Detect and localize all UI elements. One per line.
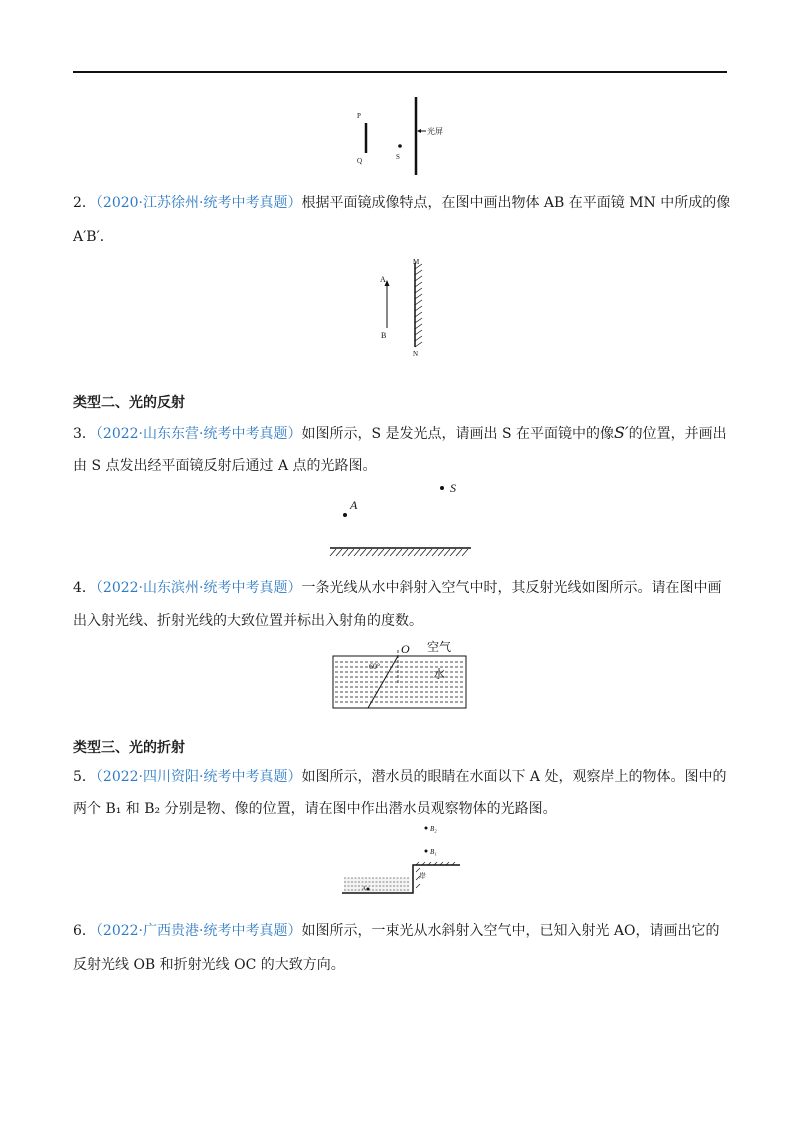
label-water: 水 <box>433 667 446 681</box>
point-b1 <box>425 850 428 853</box>
q5-text1: 如图所示，潜水员的眼睛在水面以下 A 处，观察岸上的物体。图中的 <box>301 769 727 785</box>
label-s: S <box>450 481 456 495</box>
label-a: A <box>350 498 358 512</box>
q2-text1: 根据平面镜成像特点，在图中画出物体 AB 在平面镜 MN 中所成的像 <box>301 195 731 211</box>
label-a: A <box>362 886 366 892</box>
q3-line2 <box>73 456 377 476</box>
q3-text1b: 的位置，并画出 <box>628 426 727 442</box>
label-b2: B₂ <box>430 825 437 833</box>
section-2-title: 类型二、光的反射 <box>73 395 185 411</box>
q2-source: （2020·江苏徐州·统考中考真题） <box>95 195 302 211</box>
q5-source: （2022·四川资阳·统考中考真题） <box>95 769 302 785</box>
q5-line1 <box>73 767 726 787</box>
label-o: O <box>401 642 410 656</box>
label-s: S <box>396 153 400 161</box>
point-b2 <box>425 827 428 830</box>
q4-line2 <box>73 611 423 631</box>
q2-text2: A′B′． <box>73 229 114 245</box>
label-a: A <box>380 275 386 284</box>
figure-water-air <box>330 634 470 712</box>
label-screen: 光屏 <box>427 127 443 136</box>
q4-text1: 一条光线从水中斜射入空气中时，其反射光线如图所示。请在图中画 <box>301 580 722 596</box>
point-s <box>440 486 444 490</box>
q6-line1 <box>73 921 720 941</box>
q6-source: （2022·广西贵港·统考中考真题） <box>95 923 302 939</box>
q6-text2: 反射光线 OB 和折射光线 OC 的大致方向。 <box>73 957 345 973</box>
mirror-hatching <box>330 549 468 556</box>
label-q: Q <box>357 157 363 165</box>
section-3-title: 类型三、光的折射 <box>73 740 185 756</box>
q4-text2: 出入射光线、折射光线的大致位置并标出入射角的度数。 <box>73 613 423 629</box>
header-rule <box>73 71 727 73</box>
point-s <box>398 144 402 148</box>
q2-line2 <box>73 227 114 247</box>
q4-source: （2022·山东滨州·统考中考真题） <box>95 580 302 596</box>
q3-text1: 如图所示，S 是发光点，请画出 S 在平面镜中的像 <box>301 426 614 442</box>
q5-text2: 两个 B₁ 和 B₂ 分别是物、像的位置，请在图中作出潜水员观察物体的光路图。 <box>73 801 557 817</box>
screen-arrowhead <box>417 129 421 133</box>
q6-line2 <box>73 955 345 975</box>
figure-reflection <box>325 478 475 563</box>
q4-line1 <box>73 578 721 598</box>
label-shore: 岸 <box>419 872 426 880</box>
q6-text1: 如图所示，一束光从水斜射入空气中，已知入射光 AO，请画出它的 <box>301 923 720 939</box>
point-a <box>343 513 347 517</box>
label-n: N <box>413 350 419 358</box>
figure-mirror-mn <box>375 255 435 360</box>
label-b1: B₁ <box>430 848 437 856</box>
q5-line2 <box>73 799 557 819</box>
q3-text2: 由 S 点发出经平面镜反射后通过 A 点的光路图。 <box>73 458 377 474</box>
q3-line1 <box>73 423 727 444</box>
mirror-hatching <box>415 264 422 347</box>
q3-source: （2022·山东东营·统考中考真题） <box>95 426 302 442</box>
label-angle: 60° <box>369 662 381 671</box>
figure-diver <box>338 820 468 900</box>
q3-sprime: S′ <box>613 423 629 442</box>
q4-number: 4． <box>73 580 96 596</box>
q5-number: 5． <box>73 769 96 785</box>
q3-number: 3． <box>73 426 96 442</box>
q2-number: 2． <box>73 195 96 211</box>
label-b: B <box>381 331 387 340</box>
label-air: 空气 <box>427 640 452 654</box>
q2-line1 <box>73 193 730 213</box>
q6-number: 6． <box>73 923 96 939</box>
figure-mirror-screen <box>350 95 450 177</box>
point-a <box>367 888 370 891</box>
label-p: P <box>357 112 361 120</box>
label-m: M <box>413 258 420 266</box>
